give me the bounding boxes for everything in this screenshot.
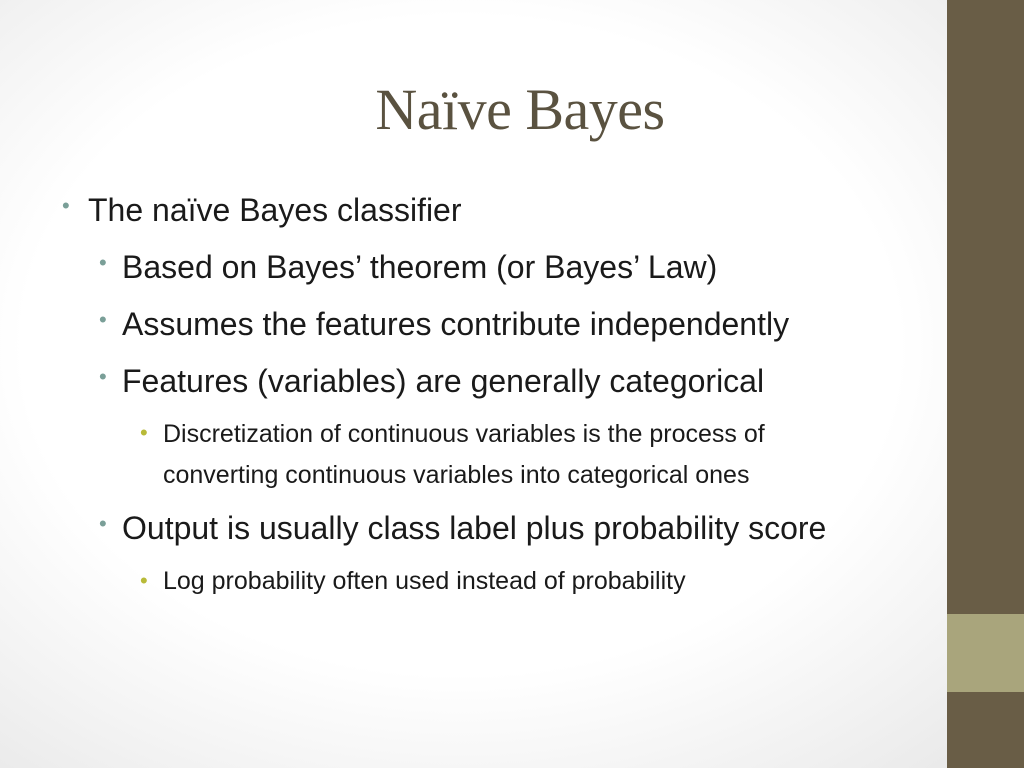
bullet-item-level3: Discretization of continuous variables is the process of bbox=[163, 420, 765, 448]
bullet-item-level3-continuation: converting continuous variables into categorical ones bbox=[163, 461, 750, 489]
slide-title: Naïve Bayes bbox=[375, 77, 665, 142]
bullet-dot: • bbox=[99, 511, 107, 536]
bullet-item-level2: Assumes the features contribute independently bbox=[122, 306, 790, 342]
sidebar-accent-block bbox=[947, 614, 1024, 692]
bullet-item-level2: Based on Bayes’ theorem (or Bayes’ Law) bbox=[122, 249, 718, 285]
bullet-dot: • bbox=[140, 568, 148, 593]
bullet-dot: • bbox=[140, 420, 148, 445]
bullet-dot: • bbox=[99, 250, 107, 275]
bullet-dot: • bbox=[99, 307, 107, 332]
bullet-item-level1: The naïve Bayes classifier bbox=[88, 192, 462, 228]
bullet-dot: • bbox=[99, 364, 107, 389]
bullet-item-level3: Log probability often used instead of probability bbox=[163, 567, 686, 595]
bullet-item-level2: Features (variables) are generally categorical bbox=[122, 363, 765, 399]
bullet-dot: • bbox=[62, 193, 70, 218]
bullet-item-level2: Output is usually class label plus probability score bbox=[122, 510, 827, 546]
